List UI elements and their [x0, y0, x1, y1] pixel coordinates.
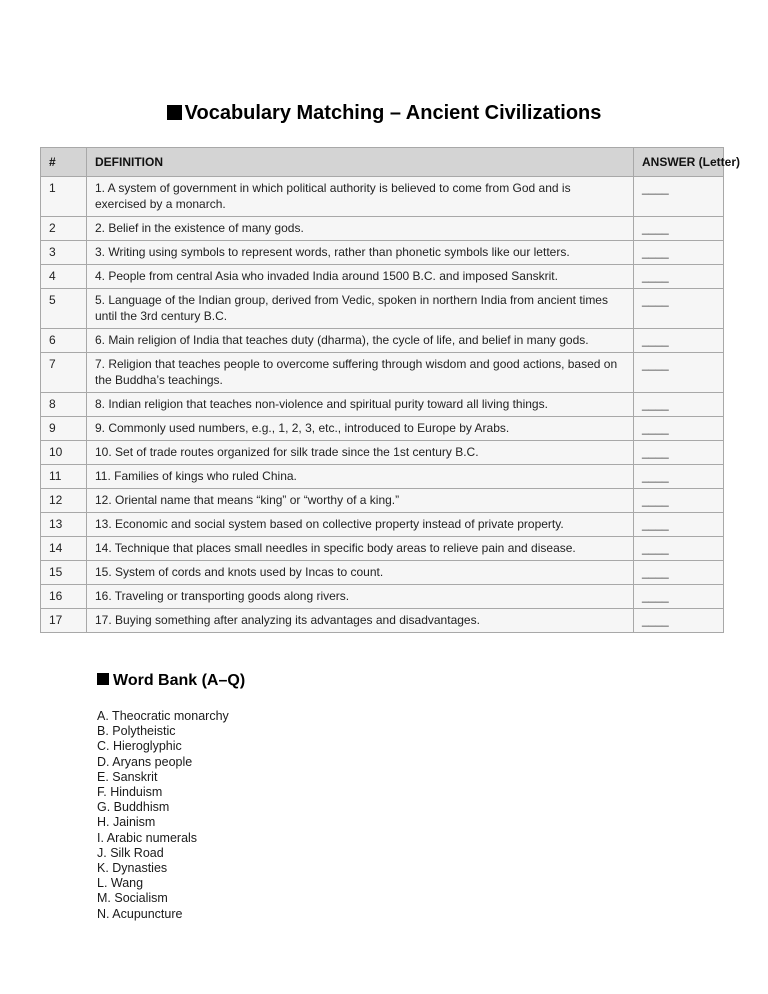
word-bank-item: E. Sanskrit [97, 769, 158, 784]
definition-cell: 12. Oriental name that means “king” or “worthy of a king.” [87, 489, 634, 513]
definition-cell: 6. Main religion of India that teaches duty (dharma), the cycle of life, and belief in many gods. [87, 329, 634, 353]
row-number-cell: 8 [41, 393, 87, 417]
answer-blank: ____ [642, 293, 669, 307]
answer-cell [634, 609, 724, 633]
section-marker-icon [167, 105, 182, 120]
row-number-cell: 16 [41, 585, 87, 609]
definition-cell: 8. Indian religion that teaches non-violence and spiritual purity toward all living things. [87, 393, 634, 417]
answer-blank: ____ [642, 181, 669, 195]
table-row [41, 537, 724, 561]
table-row [41, 353, 724, 393]
answer-blank: ____ [642, 333, 669, 347]
row-number-cell: 4 [41, 265, 87, 289]
answer-blank: ____ [642, 565, 669, 579]
row-number-cell: 1 [41, 177, 87, 217]
answer-cell [634, 513, 724, 537]
answer-cell [634, 241, 724, 265]
word-bank-title-text: Word Bank (A–Q) [113, 672, 246, 689]
row-number-cell: 2 [41, 217, 87, 241]
word-bank-item: A. Theocratic monarchy [97, 709, 229, 723]
row-number-cell: 17 [41, 609, 87, 633]
definition-cell: 9. Commonly used numbers, e.g., 1, 2, 3, etc., introduced to Europe by Arabs. [87, 417, 634, 441]
definition-cell: 16. Traveling or transporting goods along rivers. [87, 585, 634, 609]
answer-cell [634, 489, 724, 513]
table-row [41, 489, 724, 513]
answer-cell [634, 217, 724, 241]
answer-blank: ____ [642, 469, 669, 483]
definition-cell: 3. Writing using symbols to represent words, rather than phonetic symbols like our letters. [87, 241, 634, 265]
row-number-cell: 7 [41, 353, 87, 393]
answer-blank: ____ [642, 589, 669, 603]
answer-blank: ____ [642, 613, 669, 627]
page-title-text: Vocabulary Matching – Ancient Civilizations [184, 102, 602, 124]
definition-cell: 7. Religion that teaches people to overcome suffering through wisdom and good actions, based on the Buddha’s teachings. [87, 353, 634, 393]
word-bank-item: M. Socialism [97, 891, 168, 906]
definition-cell: 10. Set of trade routes organized for silk trade since the 1st century B.C. [87, 441, 634, 465]
table-row [41, 177, 724, 217]
table-row [41, 265, 724, 289]
row-number-cell: 15 [41, 561, 87, 585]
answer-cell [634, 441, 724, 465]
definition-cell: 13. Economic and social system based on collective property instead of private property. [87, 513, 634, 537]
row-number-cell: 11 [41, 465, 87, 489]
table-row [41, 585, 724, 609]
table-row [41, 241, 724, 265]
answer-blank: ____ [642, 269, 669, 283]
definition-cell: 15. System of cords and knots used by Incas to count. [87, 561, 634, 585]
table-row [41, 561, 724, 585]
answer-blank: ____ [642, 517, 669, 531]
section-marker-icon [97, 673, 109, 685]
answer-cell [634, 417, 724, 441]
table-row [41, 513, 724, 537]
column-header-number: # [41, 148, 87, 177]
row-number-cell: 14 [41, 537, 87, 561]
answer-cell [634, 265, 724, 289]
table-row [41, 289, 724, 329]
table-row [41, 441, 724, 465]
table-row [41, 329, 724, 353]
answer-cell [634, 393, 724, 417]
definition-cell: 2. Belief in the existence of many gods. [87, 217, 634, 241]
table-row [41, 217, 724, 241]
matching-table [40, 147, 740, 633]
row-number-cell: 13 [41, 513, 87, 537]
answer-cell [634, 329, 724, 353]
answer-cell [634, 537, 724, 561]
answer-cell [634, 289, 724, 329]
word-bank-item: N. Acupuncture [97, 906, 183, 921]
table-row [41, 393, 724, 417]
column-header-answer: ANSWER (Letter) [634, 148, 724, 177]
word-bank-item: G. Buddhism [97, 800, 170, 815]
row-number-cell: 10 [41, 441, 87, 465]
answer-blank: ____ [642, 421, 669, 435]
word-bank-title [97, 670, 768, 691]
answer-blank: ____ [642, 397, 669, 411]
answer-blank: ____ [642, 541, 669, 555]
answer-blank: ____ [642, 445, 669, 459]
definition-cell: 11. Families of kings who ruled China. [87, 465, 634, 489]
row-number-cell: 6 [41, 329, 87, 353]
answer-blank: ____ [642, 357, 669, 371]
answer-cell [634, 585, 724, 609]
word-bank-item: D. Aryans people [97, 754, 193, 769]
table-row [41, 609, 724, 633]
definition-cell: 14. Technique that places small needles in specific body areas to relieve pain and disease. [87, 537, 634, 561]
answer-cell [634, 561, 724, 585]
word-bank-item: C. Hieroglyphic [97, 739, 182, 754]
page-title [0, 101, 768, 125]
answer-blank: ____ [642, 221, 669, 235]
word-bank-item: B. Polytheistic [97, 724, 176, 739]
word-bank-list [97, 709, 768, 922]
answer-cell [634, 353, 724, 393]
word-bank-item: F. Hinduism [97, 785, 163, 800]
word-bank-item: H. Jainism [97, 815, 156, 830]
table-row [41, 465, 724, 489]
table-row [41, 417, 724, 441]
definition-cell: 5. Language of the Indian group, derived from Vedic, spoken in northern India from ancient times until the 3rd century B.C. [87, 289, 634, 329]
row-number-cell: 3 [41, 241, 87, 265]
table-header-row [41, 148, 724, 177]
answer-cell [634, 177, 724, 217]
definition-cell: 4. People from central Asia who invaded India around 1500 B.C. and imposed Sanskrit. [87, 265, 634, 289]
answer-blank: ____ [642, 245, 669, 259]
matching-table-head [41, 148, 740, 177]
row-number-cell: 5 [41, 289, 87, 329]
column-header-definition: DEFINITION [87, 148, 634, 177]
definitions-body [41, 177, 724, 633]
word-bank-item: J. Silk Road [97, 845, 164, 860]
row-number-cell: 12 [41, 489, 87, 513]
word-bank-item: I. Arabic numerals [97, 830, 198, 845]
definition-cell: 17. Buying something after analyzing its advantages and disadvantages. [87, 609, 634, 633]
word-bank-item: K. Dynasties [97, 861, 168, 876]
answer-cell [634, 465, 724, 489]
row-number-cell: 9 [41, 417, 87, 441]
definition-cell: 1. A system of government in which political authority is believed to come from God and is exercised by a monarch. [87, 177, 634, 217]
word-bank-item: L. Wang [97, 876, 144, 891]
answer-blank: ____ [642, 493, 669, 507]
